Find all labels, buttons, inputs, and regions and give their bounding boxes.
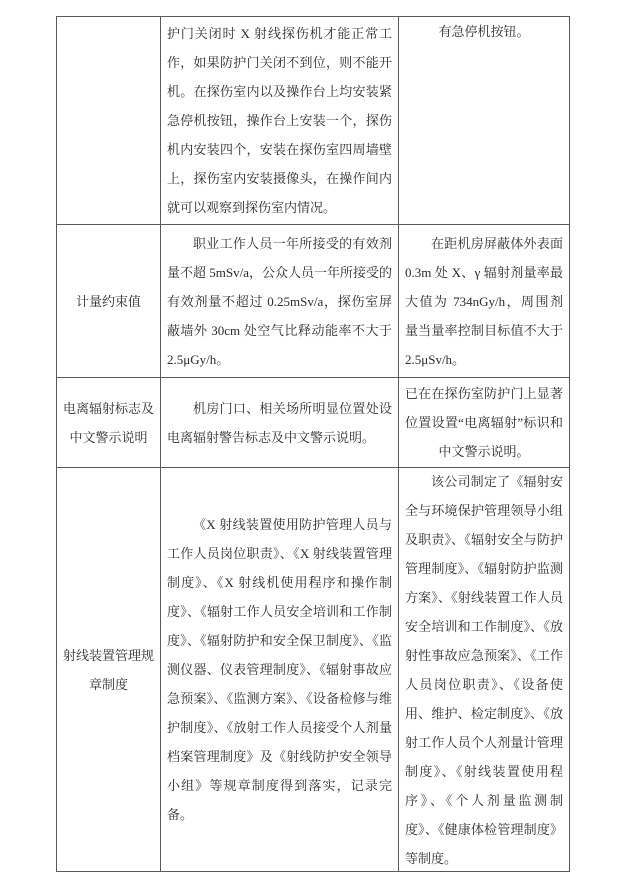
row3-implementation-cell <box>399 378 569 468</box>
row1-requirement-cell <box>161 17 399 225</box>
row4-requirement-text: 《X 射线装置使用防护管理人员与工作人员岗位职责》、《X 射线装置管理制度》、《X 射线机使用程序和操作制度》、《辐射工作人员安全培训和工作制度》、《辐射防护和安全保卫制度》、《监测仪器、仪表管理制度》、《辐射事故应急预案》、《监测方案》、《设备检修与维护制度》、《放射工作人员接受个人剂量档案管理制度》及《射线防护安全领导小组》等规章制度得到落实，记录完备。 <box>167 517 392 822</box>
row2-requirement-text: 职业工作人员一年所接受的有效剂量不超 5mSv/a，公众人员一年所接受的有效剂量不超过 0.25mSv/a，探伤室屏蔽墙外 30cm 处空气比释动能率不大于 2.5μGy/h。 <box>167 235 392 367</box>
row2-implementation-cell <box>399 225 569 378</box>
row2-requirement-cell <box>161 225 399 378</box>
row1-requirement-text: 护门关闭时 X 射线探伤机才能正常工作，如果防护门关闭不到位，则不能开机。在探伤室内以及操作台上均安装紧急停机按钮，操作台上安装一个，探伤机内安装四个，安装在探伤室四周墙壁上，探伤室内安装摄像头，在操作间内就可以观察到探伤室内情况。 <box>167 26 392 215</box>
row4-implementation-text: 该公司制定了《辐射安全与环境保护管理领导小组及职责》、《辐射安全与防护管理制度》、《辐射防护监测方案》、《射线装置工作人员安全培训和工作制度》、《放射性事故应急预案》、《工作人员岗位职责》、《设备使用、维护、检定制度》、《放射工作人员个人剂量计管理制度》、《射线装置使用程序》、《个人剂量监测制度》、《健康体检管理制度》等制度。 <box>405 473 563 866</box>
row4-implementation-cell <box>399 468 569 871</box>
row4-requirement-cell <box>161 468 399 871</box>
row1-implementation-text: 有急停机按钮。 <box>438 24 530 39</box>
row4-header-text: 射线装置管理规章制度 <box>62 647 154 692</box>
row2-implementation-text: 在距机房屏蔽体外表面 0.3m 处 X、γ 辐射剂量率最大值为 734nGy/h，周围剂量当量率控制目标值不大于 2.5μSv/h。 <box>405 235 563 367</box>
row1-header-cell <box>57 17 161 225</box>
row2-header-cell <box>57 225 161 378</box>
row3-implementation-text: 已在在探伤室防护门上显著位置设置“电离辐射”标识和中文警示说明。 <box>405 386 563 459</box>
row3-requirement-text: 机房门口、相关场所明显位置处设电离辐射警告标志及中文警示说明。 <box>167 400 392 445</box>
row3-requirement-cell <box>161 378 399 468</box>
row4-header-cell <box>57 468 161 871</box>
row3-header-text: 电离辐射标志及中文警示说明 <box>62 400 154 445</box>
row3-header-cell <box>57 378 161 468</box>
row1-implementation-cell <box>399 17 569 225</box>
row2-header-text: 计量约束值 <box>75 293 141 309</box>
radiation-safety-table <box>56 16 570 872</box>
